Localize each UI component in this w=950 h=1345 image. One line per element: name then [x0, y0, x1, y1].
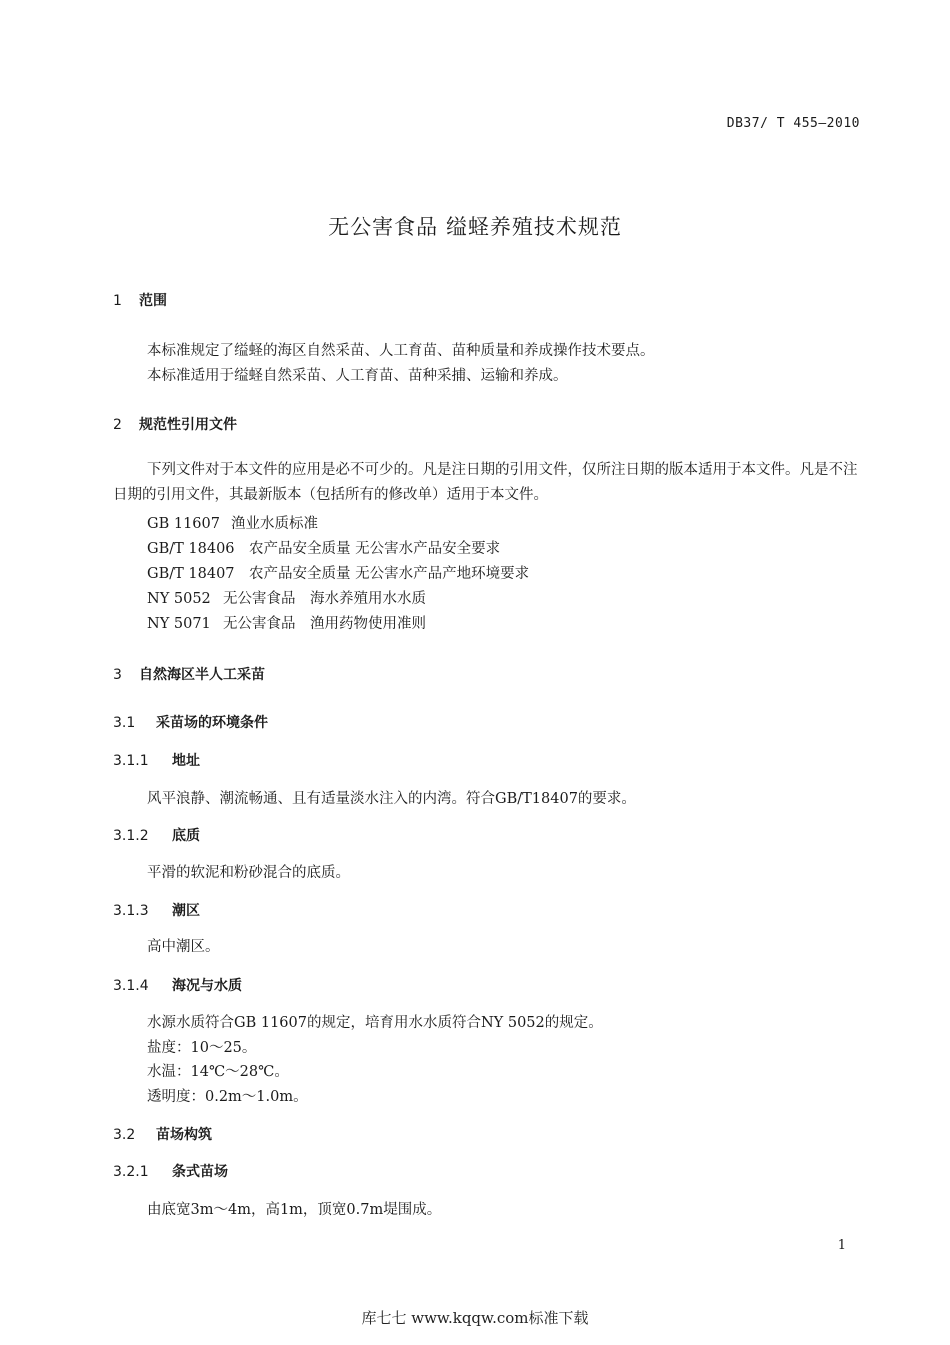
- section-title: 范围: [139, 293, 167, 309]
- section-number: 3.2: [113, 1127, 136, 1143]
- section-title: 地址: [172, 753, 200, 769]
- paragraph: 风平浪静、潮流畅通、且有适量淡水注入的内湾。符合GB/T18407的要求。: [147, 791, 636, 807]
- section-number: 3.2.1: [113, 1164, 149, 1180]
- section-2-heading: [113, 414, 237, 434]
- section-title: 自然海区半人工采苗: [139, 667, 265, 683]
- section-title: 规范性引用文件: [139, 417, 237, 433]
- section-3-2-heading: [113, 1124, 212, 1144]
- section-title: 海况与水质: [172, 978, 242, 994]
- paragraph: 由底宽3m～4m，高1m，顶宽0.7m堤围成。: [147, 1202, 442, 1218]
- section-title: 底质: [172, 828, 200, 844]
- section-number: 3.1.1: [113, 753, 149, 769]
- paragraph: 盐度：10～25。: [147, 1040, 257, 1056]
- footer-watermark[interactable]: 库七七 www.kqqw.com标准下载: [361, 1309, 589, 1327]
- reference-name: 农产品安全质量 无公害水产品产地环境要求: [249, 566, 530, 582]
- section-number: 3.1.4: [113, 978, 149, 994]
- reference-name: 无公害食品 海水养殖用水水质: [223, 591, 426, 607]
- paragraph: 透明度：0.2m～1.0m。: [147, 1089, 308, 1105]
- paragraph: 本标准适用于缢蛏自然采苗、人工育苗、苗种采捕、运输和养成。: [147, 368, 568, 384]
- reference-name: 无公害食品 渔用药物使用准则: [223, 616, 426, 632]
- reference-name: 农产品安全质量 无公害水产品安全要求: [249, 541, 501, 557]
- paragraph: 下列文件对于本文件的应用是必不可少的。凡是注日期的引用文件，仅所注日期的版本适用于本文件。凡是不注日期的引用文件，其最新版本（包括所有的修改单）适用于本文件。: [113, 462, 858, 503]
- section-3-1-heading: [113, 712, 268, 732]
- paragraph: 本标准规定了缢蛏的海区自然采苗、人工育苗、苗种质量和养成操作技术要点。: [147, 343, 655, 359]
- section-3-1-1-heading: [113, 750, 200, 770]
- standard-code: DB37/ T 455—2010: [726, 116, 860, 131]
- section-title: 潮区: [172, 903, 200, 919]
- section-number: 3.1.2: [113, 828, 149, 844]
- section-number: 3.1.3: [113, 903, 149, 919]
- reference-code: GB/T 18406: [147, 541, 235, 557]
- page-number: 1: [837, 1238, 846, 1253]
- reference-item: [147, 612, 426, 633]
- paragraph: 高中潮区。: [147, 939, 220, 955]
- section-number: 3: [113, 667, 122, 683]
- section-3-1-4-heading: [113, 975, 242, 995]
- reference-name: 渔业水质标准: [231, 516, 318, 532]
- reference-code: GB 11607: [147, 516, 220, 532]
- section-1-heading: [113, 290, 167, 310]
- section-title: 采苗场的环境条件: [156, 715, 268, 731]
- section-3-2-1-heading: [113, 1161, 228, 1181]
- section-3-heading: [113, 664, 265, 684]
- reference-code: NY 5052: [147, 591, 211, 607]
- section-title: 苗场构筑: [156, 1127, 212, 1143]
- reference-item: [147, 537, 500, 558]
- document-title: 无公害食品 缢蛏养殖技术规范: [328, 215, 622, 239]
- paragraph: 平滑的软泥和粉砂混合的底质。: [147, 865, 350, 881]
- section-number: 1: [113, 293, 122, 309]
- reference-code: NY 5071: [147, 616, 211, 632]
- section-number: 2: [113, 417, 122, 433]
- reference-item: [147, 587, 426, 608]
- paragraph: 水温：14℃～28℃。: [147, 1064, 289, 1080]
- reference-item: [147, 562, 529, 583]
- section-3-1-2-heading: [113, 825, 200, 845]
- section-number: 3.1: [113, 715, 136, 731]
- section-title: 条式苗场: [172, 1164, 228, 1180]
- section-3-1-3-heading: [113, 900, 200, 920]
- paragraph: 水源水质符合GB 11607的规定，培育用水水质符合NY 5052的规定。: [147, 1015, 603, 1031]
- reference-item: [147, 512, 318, 533]
- reference-code: GB/T 18407: [147, 566, 235, 582]
